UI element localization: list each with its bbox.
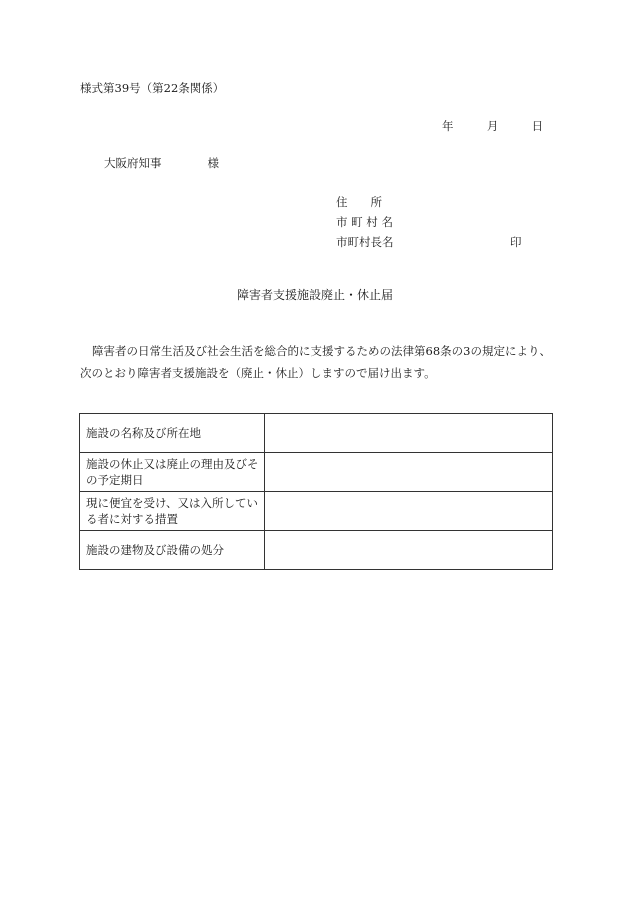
- date-month: 月: [486, 119, 499, 133]
- row-value[interactable]: [265, 492, 553, 531]
- table-row: [80, 531, 553, 570]
- form-number: 様式第39号（第22条関係）: [80, 81, 225, 95]
- applicant-block: [336, 192, 394, 252]
- applicant-municipality-label: 市 町 村 名: [336, 215, 393, 229]
- row-value[interactable]: [265, 531, 553, 570]
- table-row: [80, 453, 553, 492]
- applicant-mayor-label: 市町村長名: [336, 235, 394, 249]
- seal-label: 印: [510, 235, 522, 249]
- addressee-name: 大阪府知事: [104, 156, 162, 170]
- facility-info-table: [79, 413, 553, 570]
- addressee-honorific: 様: [207, 156, 219, 170]
- date-line: [442, 118, 543, 134]
- table-row: [80, 414, 553, 453]
- row-label: 施設の名称及び所在地: [80, 414, 265, 453]
- document-body: [80, 340, 560, 384]
- date-year: 年: [442, 119, 454, 133]
- date-day: 日: [531, 119, 544, 133]
- applicant-address-label: 住 所: [336, 195, 382, 209]
- body-line-1: 障害者の日常生活及び社会生活を総合的に支援するための法律第68条の3の規定により、: [92, 344, 551, 358]
- document-title: 障害者支援施設廃止・休止届: [236, 288, 393, 302]
- row-value[interactable]: [265, 414, 553, 453]
- row-label: 施設の建物及び設備の処分: [80, 531, 265, 570]
- row-value[interactable]: [265, 453, 553, 492]
- row-label: 施設の休止又は廃止の理由及びその予定期日: [80, 453, 265, 492]
- row-label: 現に便宜を受け、又は入所している者に対する措置: [80, 492, 265, 531]
- table-row: [80, 492, 553, 531]
- addressee: [104, 155, 219, 171]
- body-line-2: 次のとおり障害者支援施設を（廃止・休止）しますので届け出ます。: [80, 366, 436, 380]
